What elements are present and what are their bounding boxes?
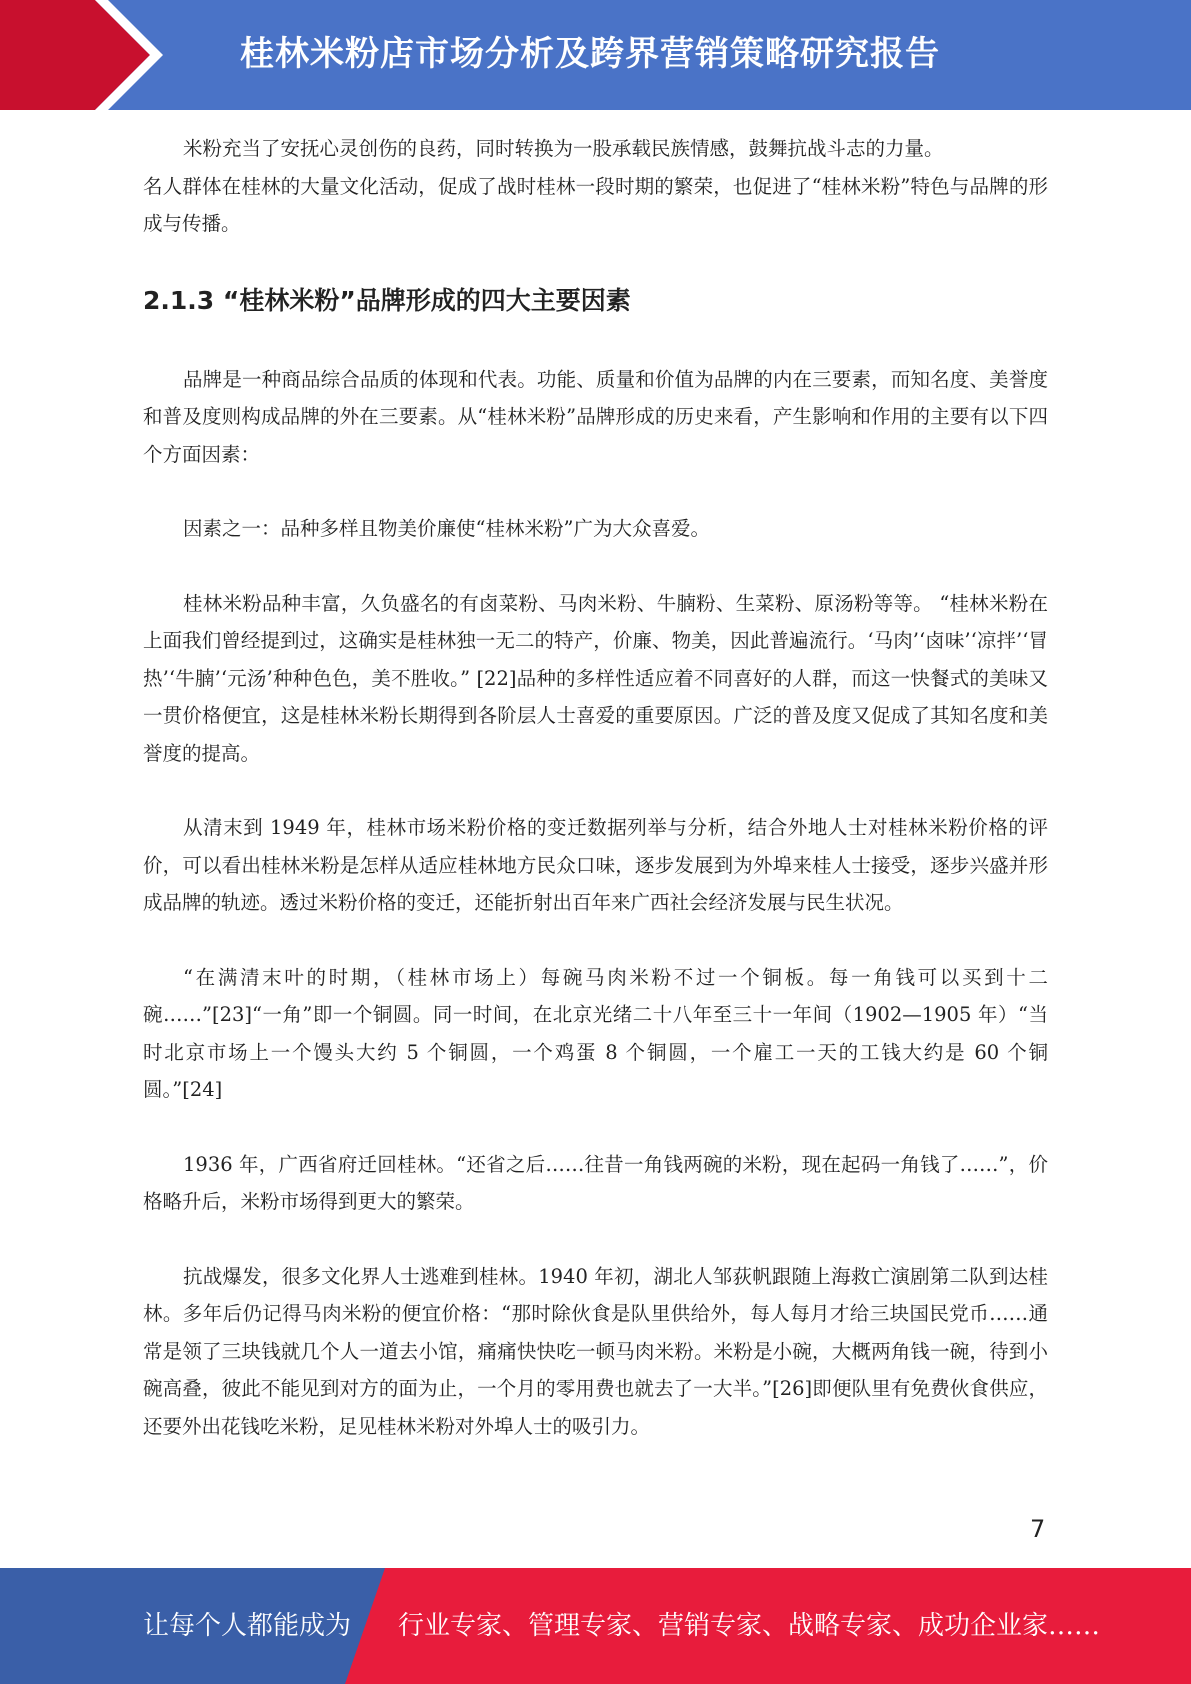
paragraph: 1936 年，广西省府迁回桂林。“还省之后……往昔一角钱两碗的米粉，现在起码一角钱了……”，价格略升后，米粉市场得到更大的繁荣。: [143, 1152, 1048, 1213]
paragraph: 抗战爆发，很多文化界人士逃难到桂林。1940 年初，湖北人邹荻帆跟随上海救亡演剧第二队到达桂林。多年后仍记得马肉米粉的便宜价格：“那时除伙食是队里供给外，每人每月才给三块国民党币……通常是领了三块钱就几个人一道去小馆，痛痛快快吃一顿马肉米粉。米粉是小碗，大概两角钱一碗，待到小碗高叠，彼此不能见到对方的面为止，一个月的零用费也就去了一大半。”[26]即便队里有免费伙食供应，还要外出花钱吃米粉，足见桂林米粉对外埠人士的吸引力。: [143, 1264, 1048, 1438]
document-title: 桂林米粉店市场分析及跨界营销策略研究报告: [240, 34, 940, 74]
paragraph: 品牌是一种商品综合品质的体现和代表。功能、质量和价值为品牌的内在三要素，而知名度、美誉度和普及度则构成品牌的外在三要素。从“桂林米粉”品牌形成的历史来看，产生影响和作用的主要有以下四个方面因素：: [143, 367, 1048, 466]
paragraph: 米粉充当了安抚心灵创伤的良药，同时转换为一股承载民族情感，鼓舞抗战斗志的力量。: [183, 137, 944, 160]
paragraph: “在满清末叶的时期，（桂林市场上）每碗马肉米粉不过一个铜板。每一角钱可以买到十二碗……”[23]“一角”即一个铜圆。同一时间，在北京光绪二十八年至三十一年间（1902—1905 年）“当时北京市场上一个馒头大约 5 个铜圆，一个鸡蛋 8 个铜圆，一个雇工一天的工钱大约是 60 个铜圆。”[24]: [143, 965, 1048, 1101]
page-footer: [0, 1568, 1191, 1684]
section-heading: 2.1.3 “桂林米粉”品牌形成的四大主要因素: [143, 285, 631, 315]
paragraph: 从清末到 1949 年，桂林市场米粉价格的变迁数据列举与分析，结合外地人士对桂林米粉价格的评价，可以看出桂林米粉是怎样从适应桂林地方民众口味，逐步发展到为外埠来桂人士接受，逐步兴盛并形成品牌的轨迹。透过米粉价格的变迁，还能折射出百年来广西社会经济发展与民生状况。: [143, 816, 1048, 914]
page-number: 7: [1030, 1515, 1046, 1543]
page-header: [0, 0, 1191, 110]
paragraph: 桂林米粉品种丰富，久负盛名的有卤菜粉、马肉米粉、牛腩粉、生菜粉、原汤粉等等。 “桂林米粉在上面我们曾经提到过，这确实是桂林独一无二的特产，价廉、物美，因此普遍流行。‘马肉’‘卤味’‘凉拌’‘冒热’‘牛腩’‘元汤’种种色色，美不胜收。” [22]品种的多样性适应着不同喜好的人群，而这一快餐式的美味又一贯价格便宜，这是桂林米粉长期得到各阶层人士喜爱的重要原因。广泛的普及度又促成了其知名度和美誉度的提高。: [143, 591, 1048, 765]
paragraph: 名人群体在桂林的大量文化活动，促成了战时桂林一段时期的繁荣，也促进了“桂林米粉”特色与品牌的形成与传播。: [143, 174, 1048, 235]
footer-slogan-left: 让每个人都能成为: [143, 1611, 352, 1641]
paragraph: 因素之一：品种多样且物美价廉使“桂林米粉”广为大众喜爱。: [183, 517, 710, 540]
footer-slogan-right: 行业专家、管理专家、营销专家、战略专家、成功企业家……: [398, 1611, 1101, 1641]
page-body: [143, 130, 1048, 1445]
